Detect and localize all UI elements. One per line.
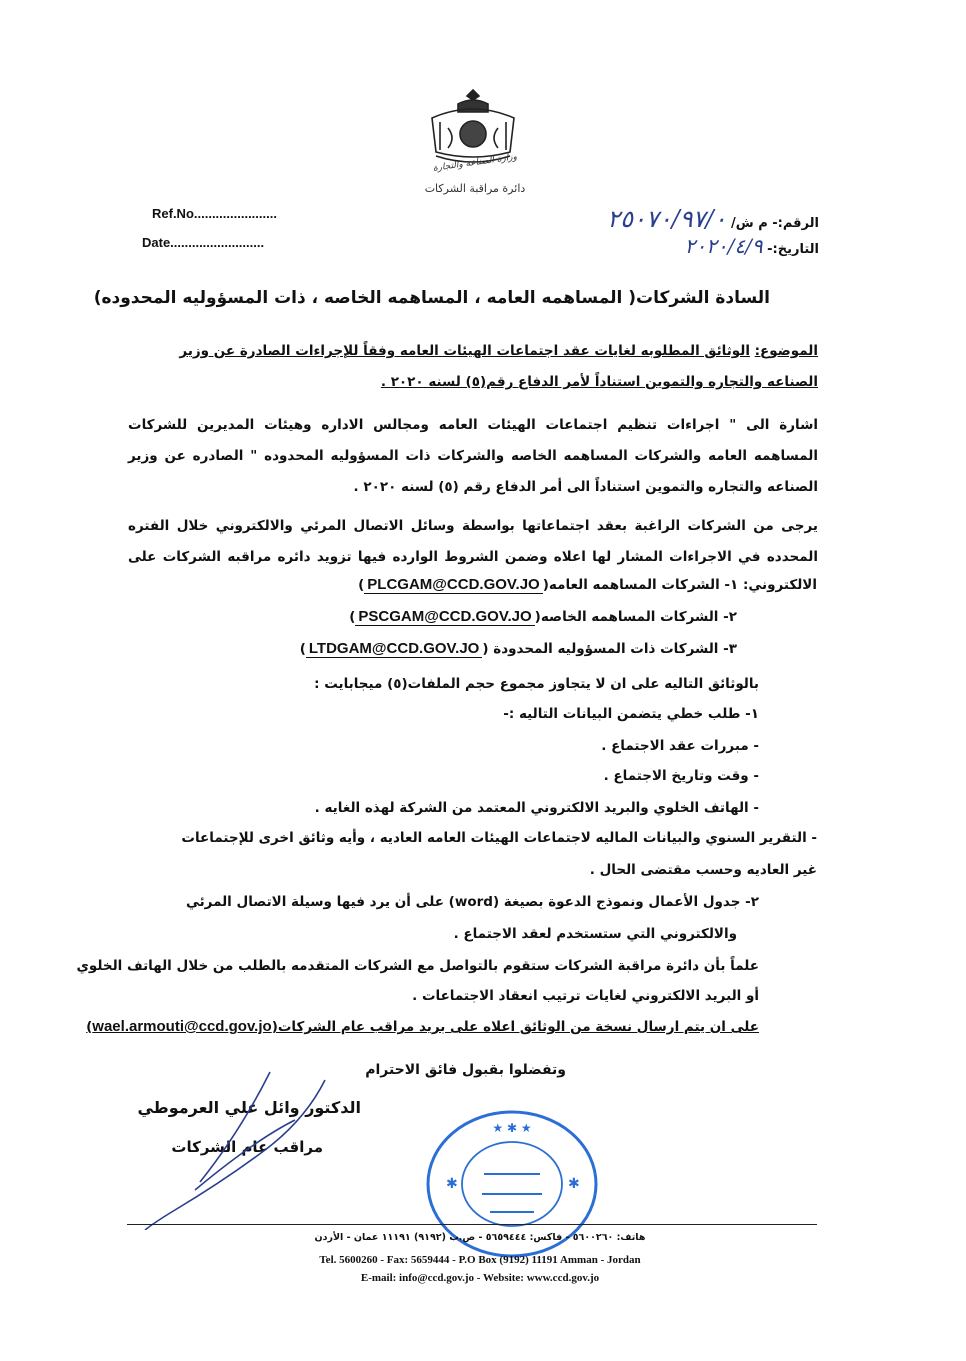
bullet-item: - مبررات عقد الاجتماع . <box>601 738 759 754</box>
subject-label: الموضوع: <box>754 343 818 359</box>
docs-intro: بالوثائق التاليه على ان لا يتجاوز مجموع حجم الملفات(٥) ميجابايت : <box>314 676 759 692</box>
email-line-public <box>358 576 817 593</box>
reference-paragraph: اشارة الى " اجراءات تنظيم اجتماعات الهيئات العامه ومجالس الاداره وهيئات المديرين للشركات المساهمه العامه والشركات المساهمه الخاصه والشركات ذات المسؤوليه المحدوده " الصادره عن وزير الصناعه والتجاره والتموين استناداً الى أمر الدفاع رقم (٥) لسنه ٢٠٢٠ . <box>128 417 818 495</box>
request-paragraph: يرجى من الشركات الراغبة بعقد اجتماعاتها بواسطة وسائل الاتصال المرئي والالكتروني خلال الفتره المحدده في الاجراءات المشار لها اعلاه وضمن الشروط الوارده فيها تزويد دائره مراقبه الشركات على <box>128 518 818 565</box>
email-private-shareholding[interactable]: PSCGAM@CCD.GOV.JO <box>355 608 534 626</box>
email-line-private <box>349 608 737 625</box>
footer-divider <box>127 1224 817 1225</box>
email-close-public: ) <box>358 577 365 593</box>
email-controller-general[interactable]: wael.armouti@ccd.gov.jo <box>92 1018 272 1035</box>
bullet-continuation: غير العاديه وحسب مقتضى الحال . <box>589 862 817 878</box>
copy-note-close: ) <box>86 1019 93 1035</box>
copy-note-text: على ان يتم ارسال نسخة من الوثائق اعلاه على بريد مراقب عام الشركات( <box>271 1019 759 1035</box>
ref-label-ar: الرقم:- م ش/ <box>731 216 819 231</box>
item2-line2: والالكتروني التي ستستخدم لعقد الاجتماع . <box>453 926 737 942</box>
closing-line: وتفضلوا بقبول فائق الاحترام <box>365 1062 566 1078</box>
bullet-item: - وقت وتاريخ الاجتماع . <box>603 768 759 784</box>
notice-line2: أو البريد الالكتروني لغايات ترتيب انعقاد الاجتماعات . <box>412 988 759 1004</box>
item2-line1: ٢- جدول الأعمال ونموذج الدعوة بصيغة (word) على أن يرد فيها وسيلة الاتصال المرئي <box>185 894 759 910</box>
copy-note <box>86 1018 759 1035</box>
date-ar <box>685 234 819 258</box>
email-line-llc <box>300 640 737 657</box>
email-label-private: ٢- الشركات المساهمه الخاصه( <box>534 609 737 625</box>
email-close-llc: ) <box>299 641 306 657</box>
footer-tel-fax: Tel. 5600260 - Fax: 5659444 - P.O Box (9192) 11191 Amman - Jordan <box>319 1254 641 1266</box>
department-name: دائرة مراقبة الشركات <box>424 182 526 195</box>
email-label-llc: ٣- الشركات ذات المسؤوليه المحدودة ( <box>482 641 737 657</box>
date-label-en: Date.......................... <box>142 235 265 250</box>
subject <box>128 336 818 398</box>
bullet-item: - التقرير السنوي والبيانات الماليه لاجتماعات الهيئات العامه العاديه ، وأيه وثائق اخرى للإجتماعات <box>181 830 817 846</box>
notice-line1: علماً بأن دائرة مراقبة الشركات ستقوم بالتواصل مع الشركات المتقدمه بالطلب من خلال الهاتف الخلوي <box>76 958 759 974</box>
footer-arabic: هاتف: ٥٦٠٠٢٦٠ - فاكس: ٥٦٥٩٤٤٤ - ص.ب (٩١٩٢) ١١١٩١ عمان - الأردن <box>314 1232 646 1243</box>
svg-text:✱: ✱ <box>446 1176 458 1192</box>
svg-text:★ ✱ ★: ★ ✱ ★ <box>492 1121 532 1135</box>
subject-text: الوثائق المطلوبه لغايات عقد اجتماعات الهيئات العامه وفقاً للإجراءات الصادرة عن وزير الصناعه والتجاره والتموين استناداً لأمر الدفاع رقم(٥) لسنه ٢٠٢٠ . <box>179 343 818 390</box>
date-value-handwritten: ٢٠٢٠/٤/٩ <box>684 234 763 258</box>
email-close-private: ) <box>349 609 356 625</box>
signer-title: مراقب عام الشركات <box>171 1138 323 1156</box>
ref-no-ar <box>607 205 819 233</box>
email-label-public: الالكتروني: ١- الشركات المساهمه العامه( <box>542 577 817 593</box>
signature-scribble <box>120 1060 360 1230</box>
ref-no-label-en: Ref.No....................... <box>152 206 277 221</box>
ref-value-handwritten: ٢٥٠٧٠/٩٧/٠ <box>607 205 727 233</box>
email-llc[interactable]: LTDGAM@CCD.GOV.JO <box>306 640 482 658</box>
item1-title: ١- طلب خطي يتضمن البيانات التاليه :- <box>503 706 759 722</box>
recipients-line: السادة الشركات( المساهمه العامه ، المساهمه الخاصه ، ذات المسؤوليه المحدوده) <box>93 288 770 308</box>
ministry-script: وزارة الصناعة والتجارة <box>432 152 518 174</box>
date-label-ar: التاريخ:- <box>767 242 819 257</box>
signer-name: الدكتور وائل علي العرموطي <box>137 1098 361 1117</box>
svg-text:✱: ✱ <box>568 1176 580 1192</box>
footer-contact[interactable]: E-mail: info@ccd.gov.jo - Website: www.ccd.gov.jo <box>360 1272 600 1284</box>
bullet-item: - الهاتف الخلوي والبريد الالكتروني المعتمد من الشركة لهذه الغايه . <box>314 800 759 816</box>
email-public-shareholding[interactable]: PLCGAM@CCD.GOV.JO <box>364 576 542 594</box>
